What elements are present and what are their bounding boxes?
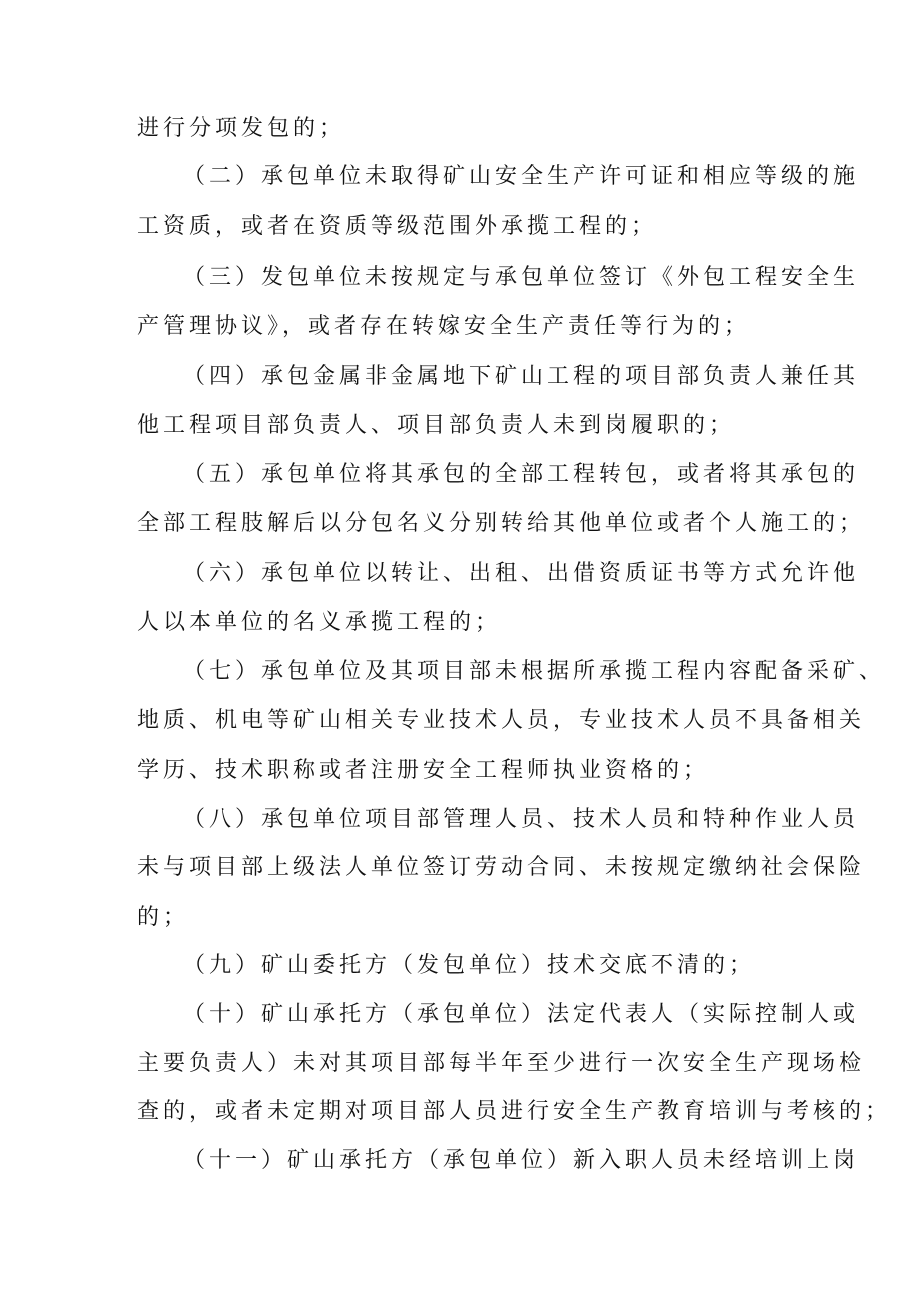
text-line: （六）承包单位以转让、出租、出借资质证书等方式允许他 bbox=[183, 561, 860, 586]
text-line: 学历、技术职称或者注册安全工程师执业资格的； bbox=[137, 758, 710, 783]
text-line: （十一）矿山承托方（承包单位）新入职人员未经培训上岗 bbox=[183, 1148, 860, 1173]
text-line: 未与项目部上级法人单位签订劳动合同、未按规定缴纳社会保险 bbox=[137, 855, 866, 880]
text-line: （三）发包单位未按规定与承包单位签订《外包工程安全生 bbox=[183, 265, 860, 290]
text-line: 查的，或者未定期对项目部人员进行安全生产教育培训与考核的； bbox=[137, 1099, 892, 1124]
text-line: 人以本单位的名义承揽工程的； bbox=[137, 610, 502, 635]
text-line: （七）承包单位及其项目部未根据所承揽工程内容配备采矿、 bbox=[183, 659, 886, 684]
text-line: 全部工程肢解后以分包名义分别转给其他单位或者个人施工的； bbox=[137, 511, 866, 536]
text-line: 产管理协议》，或者存在转嫁安全生产责任等行为的； bbox=[137, 314, 751, 339]
text-line: （九）矿山委托方（发包单位）技术交底不清的； bbox=[183, 953, 756, 978]
text-line: 工资质，或者在资质等级范围外承揽工程的； bbox=[137, 214, 658, 239]
text-line: （八）承包单位项目部管理人员、技术人员和特种作业人员 bbox=[183, 807, 860, 832]
text-line: 他工程项目部负责人、项目部负责人未到岗履职的； bbox=[137, 413, 736, 438]
text-line: 地质、机电等矿山相关专业技术人员，专业技术人员不具备相关 bbox=[137, 708, 866, 733]
text-line: （十）矿山承托方（承包单位）法定代表人（实际控制人或 bbox=[183, 1002, 860, 1027]
text-line: 主要负责人）未对其项目部每半年至少进行一次安全生产现场检 bbox=[137, 1051, 866, 1076]
text-line: 的； bbox=[137, 905, 190, 930]
text-line: 进行分项发包的； bbox=[137, 116, 346, 141]
text-line: （二）承包单位未取得矿山安全生产许可证和相应等级的施 bbox=[183, 164, 860, 189]
text-line: （四）承包金属非金属地下矿山工程的项目部负责人兼任其 bbox=[183, 364, 860, 389]
text-line: （五）承包单位将其承包的全部工程转包，或者将其承包的 bbox=[183, 462, 860, 487]
